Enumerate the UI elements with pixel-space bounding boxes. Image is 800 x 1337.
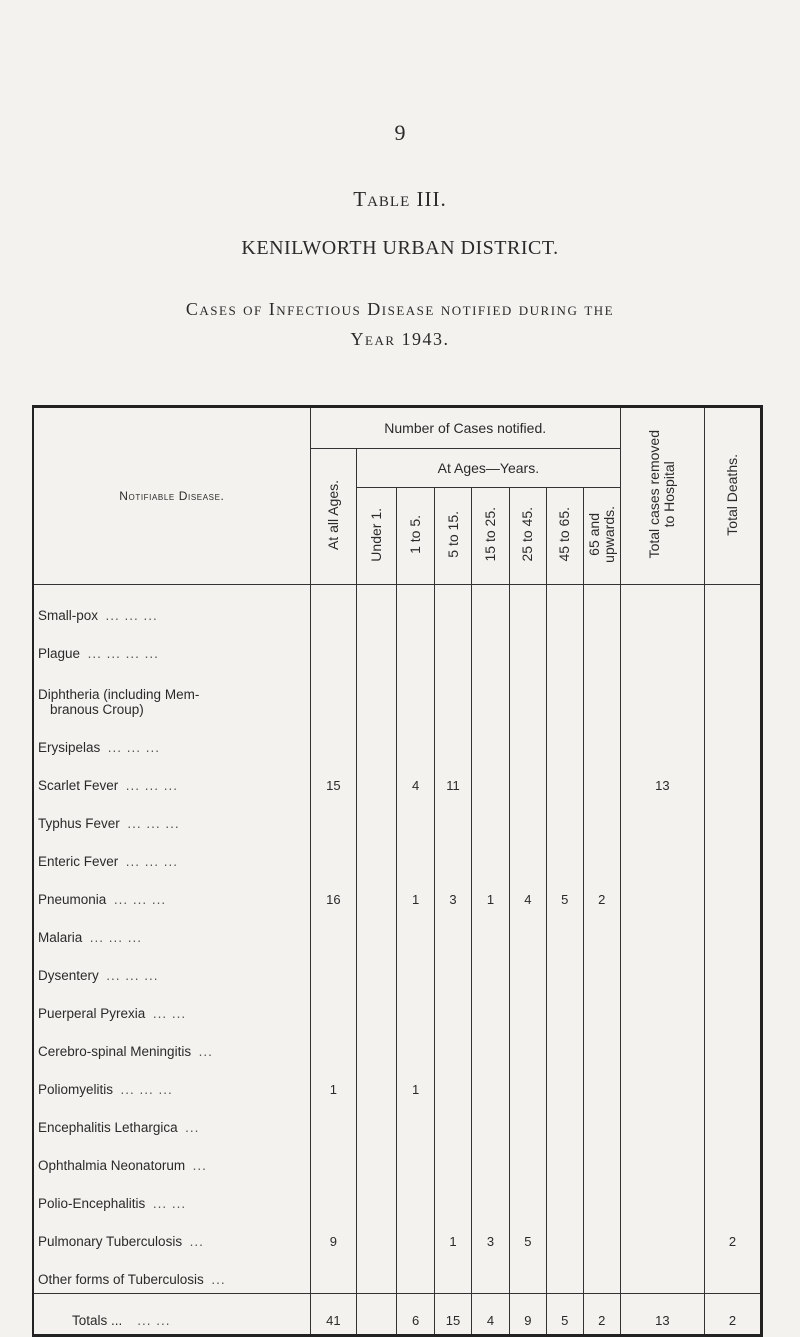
- table-cell: 1: [310, 1065, 356, 1103]
- table-cell: [310, 629, 356, 667]
- table-cell: [310, 989, 356, 1027]
- table-cell: [583, 723, 620, 761]
- table-cell: [435, 989, 472, 1027]
- table-cell: [397, 799, 435, 837]
- table-cell: [546, 761, 583, 799]
- disease-name: Pneumonia ... ... ...: [38, 892, 167, 907]
- table-cell: [620, 1217, 704, 1255]
- table-cell: [583, 837, 620, 875]
- table-cell: 2: [583, 875, 620, 913]
- table-cell: [583, 1103, 620, 1141]
- table-cell: [471, 1255, 509, 1294]
- table-row: [33, 1141, 762, 1179]
- table-cell: [620, 799, 704, 837]
- disease-name: Diphtheria (including Mem- branous Croup): [38, 687, 200, 717]
- table-cell: [705, 1255, 762, 1294]
- table-cell: [357, 1103, 397, 1141]
- table-cell: [620, 1103, 704, 1141]
- table-cell: [471, 1065, 509, 1103]
- table-cell: [620, 913, 704, 951]
- table-row: [33, 951, 762, 989]
- table-cell: [357, 585, 397, 630]
- table-cell: 15: [310, 761, 356, 799]
- table-cell: 1: [397, 1065, 435, 1103]
- table-cell: [546, 1103, 583, 1141]
- table-cell: [471, 667, 509, 723]
- table-cell: [471, 837, 509, 875]
- table-cell: [583, 989, 620, 1027]
- table-row: [33, 1179, 762, 1217]
- table-cell: [546, 1065, 583, 1103]
- table-cell: [397, 1217, 435, 1255]
- table-cell: [471, 913, 509, 951]
- table-cell: [509, 1027, 546, 1065]
- table-cell: [583, 951, 620, 989]
- table-cell: [705, 761, 762, 799]
- table-cell: 13: [620, 761, 704, 799]
- table-cell: 16: [310, 875, 356, 913]
- table-cell: [471, 951, 509, 989]
- table-cell: [435, 1179, 472, 1217]
- table-cell: [471, 1179, 509, 1217]
- table-cell: [583, 667, 620, 723]
- table-cell: [357, 1065, 397, 1103]
- table-cell: [397, 1103, 435, 1141]
- age-header-5-to-15: 5 to 15.: [435, 488, 472, 585]
- table-cell: [435, 837, 472, 875]
- table-cell: [509, 629, 546, 667]
- table-cell: [705, 837, 762, 875]
- table-cell: [435, 799, 472, 837]
- table-cell: 4: [509, 875, 546, 913]
- table-cell: [397, 723, 435, 761]
- table-cell: [310, 1255, 356, 1294]
- disease-name: Poliomyelitis ... ... ...: [38, 1082, 173, 1097]
- table-row: [33, 723, 762, 761]
- table-row: [33, 629, 762, 667]
- table-cell: [310, 1103, 356, 1141]
- district-title: KENILWORTH URBAN DISTRICT.: [241, 237, 559, 259]
- table-cell: [435, 1141, 472, 1179]
- table-cell: [620, 837, 704, 875]
- table-cell: [471, 585, 509, 630]
- table-cell: [620, 875, 704, 913]
- table-cell: [705, 875, 762, 913]
- table-cell: [705, 799, 762, 837]
- table-cell: [620, 585, 704, 630]
- deaths-header-text: Total Deaths.: [724, 453, 740, 536]
- table-cell: [546, 585, 583, 630]
- subtitle-line-1: Cases of Infectious Disease notified during the: [185, 299, 615, 319]
- table-cell: [435, 667, 472, 723]
- table-body: [33, 585, 762, 1336]
- table-cell: [357, 629, 397, 667]
- table-row: [33, 1027, 762, 1065]
- table-cell: [397, 667, 435, 723]
- table-cell: [583, 585, 620, 630]
- table-cell: [357, 667, 397, 723]
- totals-cell: 15: [435, 1294, 472, 1336]
- table-cell: [509, 1065, 546, 1103]
- table-cell: [310, 951, 356, 989]
- table-cell: [397, 1027, 435, 1065]
- table-cell: [397, 1255, 435, 1294]
- totals-cell: 6: [397, 1294, 435, 1336]
- table-cell: [357, 1255, 397, 1294]
- table-cell: [310, 913, 356, 951]
- table-row: [33, 585, 762, 630]
- table-cell: [509, 1179, 546, 1217]
- table-cell: [620, 629, 704, 667]
- table-cell: [435, 629, 472, 667]
- table-cell: [310, 1179, 356, 1217]
- table-cell: [471, 761, 509, 799]
- table-cell: [705, 989, 762, 1027]
- table-cell: [357, 837, 397, 875]
- table-cell: [705, 1179, 762, 1217]
- totals-cell: 5: [546, 1294, 583, 1336]
- age-header-65-upwards: 65 and upwards.: [583, 488, 620, 585]
- disease-name: Pulmonary Tuberculosis ...: [38, 1234, 204, 1249]
- table-cell: 1: [471, 875, 509, 913]
- table-cell: [509, 913, 546, 951]
- infectious-disease-table: [32, 405, 763, 1337]
- table-cell: [583, 1027, 620, 1065]
- table-cell: 5: [509, 1217, 546, 1255]
- disease-name: Cerebro-spinal Meningitis ...: [38, 1044, 213, 1059]
- table-cell: [471, 1141, 509, 1179]
- age-header-45-to-65: 45 to 65.: [546, 488, 583, 585]
- age-header-1-to-5: 1 to 5.: [397, 488, 435, 585]
- table-row: [33, 1103, 762, 1141]
- table-cell: [583, 1179, 620, 1217]
- table-cell: [546, 1255, 583, 1294]
- disease-name: Enteric Fever ... ... ...: [38, 854, 179, 869]
- table-cell: [509, 1255, 546, 1294]
- disease-name: Polio-Encephalitis ... ...: [38, 1196, 187, 1211]
- age-header-under-1: Under 1.: [357, 488, 397, 585]
- table-row: [33, 761, 762, 799]
- table-cell: [357, 875, 397, 913]
- table-cell: [546, 951, 583, 989]
- table-cell: [310, 1141, 356, 1179]
- table-row: [33, 1065, 762, 1103]
- table-cell: 1: [435, 1217, 472, 1255]
- table-cell: [620, 951, 704, 989]
- table-cell: 5: [546, 875, 583, 913]
- table-cell: [620, 989, 704, 1027]
- hospital-header: [620, 407, 704, 585]
- disease-name: Encephalitis Lethargica ...: [38, 1120, 200, 1135]
- table-cell: [620, 1179, 704, 1217]
- table-cell: [310, 585, 356, 630]
- disease-name: Puerperal Pyrexia ... ...: [38, 1006, 187, 1021]
- table-cell: [435, 585, 472, 630]
- disease-name: Typhus Fever ... ... ...: [38, 816, 180, 831]
- table-row: [33, 913, 762, 951]
- disease-name: Plague ... ... ... ...: [38, 646, 159, 661]
- table-cell: [620, 1065, 704, 1103]
- table-cell: [471, 1027, 509, 1065]
- table-cell: [705, 951, 762, 989]
- table-cell: [357, 951, 397, 989]
- table-cell: 2: [705, 1217, 762, 1255]
- table-cell: [546, 989, 583, 1027]
- table-cell: [397, 1141, 435, 1179]
- table-cell: [705, 1141, 762, 1179]
- table-cell: [435, 1103, 472, 1141]
- table-row: [33, 799, 762, 837]
- table-cell: [509, 951, 546, 989]
- disease-column-header: Notifiable Disease.: [33, 407, 310, 585]
- table-cell: 1: [397, 875, 435, 913]
- table-cell: [509, 1141, 546, 1179]
- table-cell: [620, 667, 704, 723]
- table-cell: [705, 913, 762, 951]
- table-cell: [546, 667, 583, 723]
- disease-name: Erysipelas ... ... ...: [38, 740, 161, 755]
- at-ages-header: At Ages—Years.: [357, 449, 621, 488]
- table-cell: [509, 585, 546, 630]
- table-cell: [435, 723, 472, 761]
- table-label: Table III.: [353, 187, 447, 211]
- hospital-header-line-2: to Hospital: [661, 461, 678, 528]
- table-cell: [583, 799, 620, 837]
- table-cell: [705, 667, 762, 723]
- table-cell: 11: [435, 761, 472, 799]
- totals-cell: 13: [620, 1294, 704, 1336]
- table-cell: [471, 799, 509, 837]
- totals-cell: 4: [471, 1294, 509, 1336]
- table-cell: [546, 837, 583, 875]
- table-cell: [705, 1065, 762, 1103]
- table-cell: [435, 951, 472, 989]
- table-cell: [509, 799, 546, 837]
- table-cell: [546, 913, 583, 951]
- hospital-header-line-1: Total cases removed: [646, 430, 663, 559]
- table-row: [33, 837, 762, 875]
- table-cell: [471, 989, 509, 1027]
- disease-name: Scarlet Fever ... ... ...: [38, 778, 179, 793]
- table-cell: 9: [310, 1217, 356, 1255]
- table-cell: [310, 1027, 356, 1065]
- table-row: [33, 875, 762, 913]
- table-cell: [705, 1027, 762, 1065]
- table-cell: [546, 1027, 583, 1065]
- age-header-15-to-25: 15 to 25.: [471, 488, 509, 585]
- subtitle-line-2: Year 1943.: [350, 329, 450, 349]
- table-cell: [509, 761, 546, 799]
- table-cell: [546, 1141, 583, 1179]
- table-cell: [397, 629, 435, 667]
- table-cell: [397, 913, 435, 951]
- table-cell: [357, 723, 397, 761]
- table-cell: [357, 1179, 397, 1217]
- totals-cell: 41: [310, 1294, 356, 1336]
- all-ages-header: [310, 449, 356, 585]
- table-cell: [620, 1141, 704, 1179]
- table-cell: [357, 1027, 397, 1065]
- table-cell: [397, 951, 435, 989]
- table-cell: [583, 1255, 620, 1294]
- table-cell: [435, 1255, 472, 1294]
- table-row: [33, 1255, 762, 1294]
- table-cell: [705, 723, 762, 761]
- table-cell: [546, 723, 583, 761]
- disease-name: Other forms of Tuberculosis ...: [38, 1272, 226, 1287]
- table-cell: [310, 667, 356, 723]
- table-cell: [310, 723, 356, 761]
- table-cell: [397, 585, 435, 630]
- table-cell: [310, 799, 356, 837]
- deaths-header: [705, 407, 762, 585]
- table-cell: [509, 989, 546, 1027]
- disease-name: Small-pox ... ... ...: [38, 608, 158, 623]
- table-cell: [583, 913, 620, 951]
- table-row: [33, 989, 762, 1027]
- all-ages-header-text: At all Ages.: [324, 479, 341, 551]
- table-cell: [546, 629, 583, 667]
- table-cell: 4: [397, 761, 435, 799]
- age-header-25-to-45: 25 to 45.: [509, 488, 546, 585]
- number-notified-header: Number of Cases notified.: [310, 407, 620, 449]
- table-row: [33, 1217, 762, 1255]
- table-cell: [435, 1027, 472, 1065]
- table-cell: [509, 667, 546, 723]
- table-cell: [620, 723, 704, 761]
- table-cell: [357, 989, 397, 1027]
- table-cell: [583, 1141, 620, 1179]
- page-number: 9: [394, 120, 406, 145]
- table-cell: [509, 837, 546, 875]
- disease-name: Malaria ... ... ...: [38, 930, 143, 945]
- table-cell: [357, 799, 397, 837]
- table-cell: [397, 837, 435, 875]
- table-cell: [620, 1027, 704, 1065]
- table-cell: [509, 1103, 546, 1141]
- table-cell: [620, 1255, 704, 1294]
- table-cell: [705, 585, 762, 630]
- table-cell: [583, 629, 620, 667]
- totals-cell: 2: [583, 1294, 620, 1336]
- table-cell: [357, 1141, 397, 1179]
- table-cell: [397, 1179, 435, 1217]
- table-cell: [435, 913, 472, 951]
- table-cell: [546, 1217, 583, 1255]
- table-cell: [705, 1103, 762, 1141]
- table-cell: [583, 1065, 620, 1103]
- table-cell: [310, 837, 356, 875]
- table-cell: [357, 761, 397, 799]
- table-cell: [705, 629, 762, 667]
- table-cell: [471, 723, 509, 761]
- totals-row: [33, 1294, 762, 1336]
- totals-cell: 9: [509, 1294, 546, 1336]
- table-cell: [583, 761, 620, 799]
- table-cell: [509, 723, 546, 761]
- table-cell: [397, 989, 435, 1027]
- table-cell: [583, 1217, 620, 1255]
- table-cell: [471, 1103, 509, 1141]
- totals-cell: 2: [705, 1294, 762, 1336]
- table-cell: [546, 799, 583, 837]
- totals-cell: [357, 1294, 397, 1336]
- table-row: [33, 667, 762, 723]
- table-cell: 3: [435, 875, 472, 913]
- table-cell: [357, 913, 397, 951]
- disease-name: Ophthalmia Neonatorum ...: [38, 1158, 207, 1173]
- totals-label: Totals ... ... ...: [33, 1294, 310, 1336]
- table-cell: [435, 1065, 472, 1103]
- table-subtitle: [0, 294, 800, 354]
- table-cell: [471, 629, 509, 667]
- disease-name: Dysentery ... ... ...: [38, 968, 159, 983]
- table-cell: [357, 1217, 397, 1255]
- table-cell: 3: [471, 1217, 509, 1255]
- table-cell: [546, 1179, 583, 1217]
